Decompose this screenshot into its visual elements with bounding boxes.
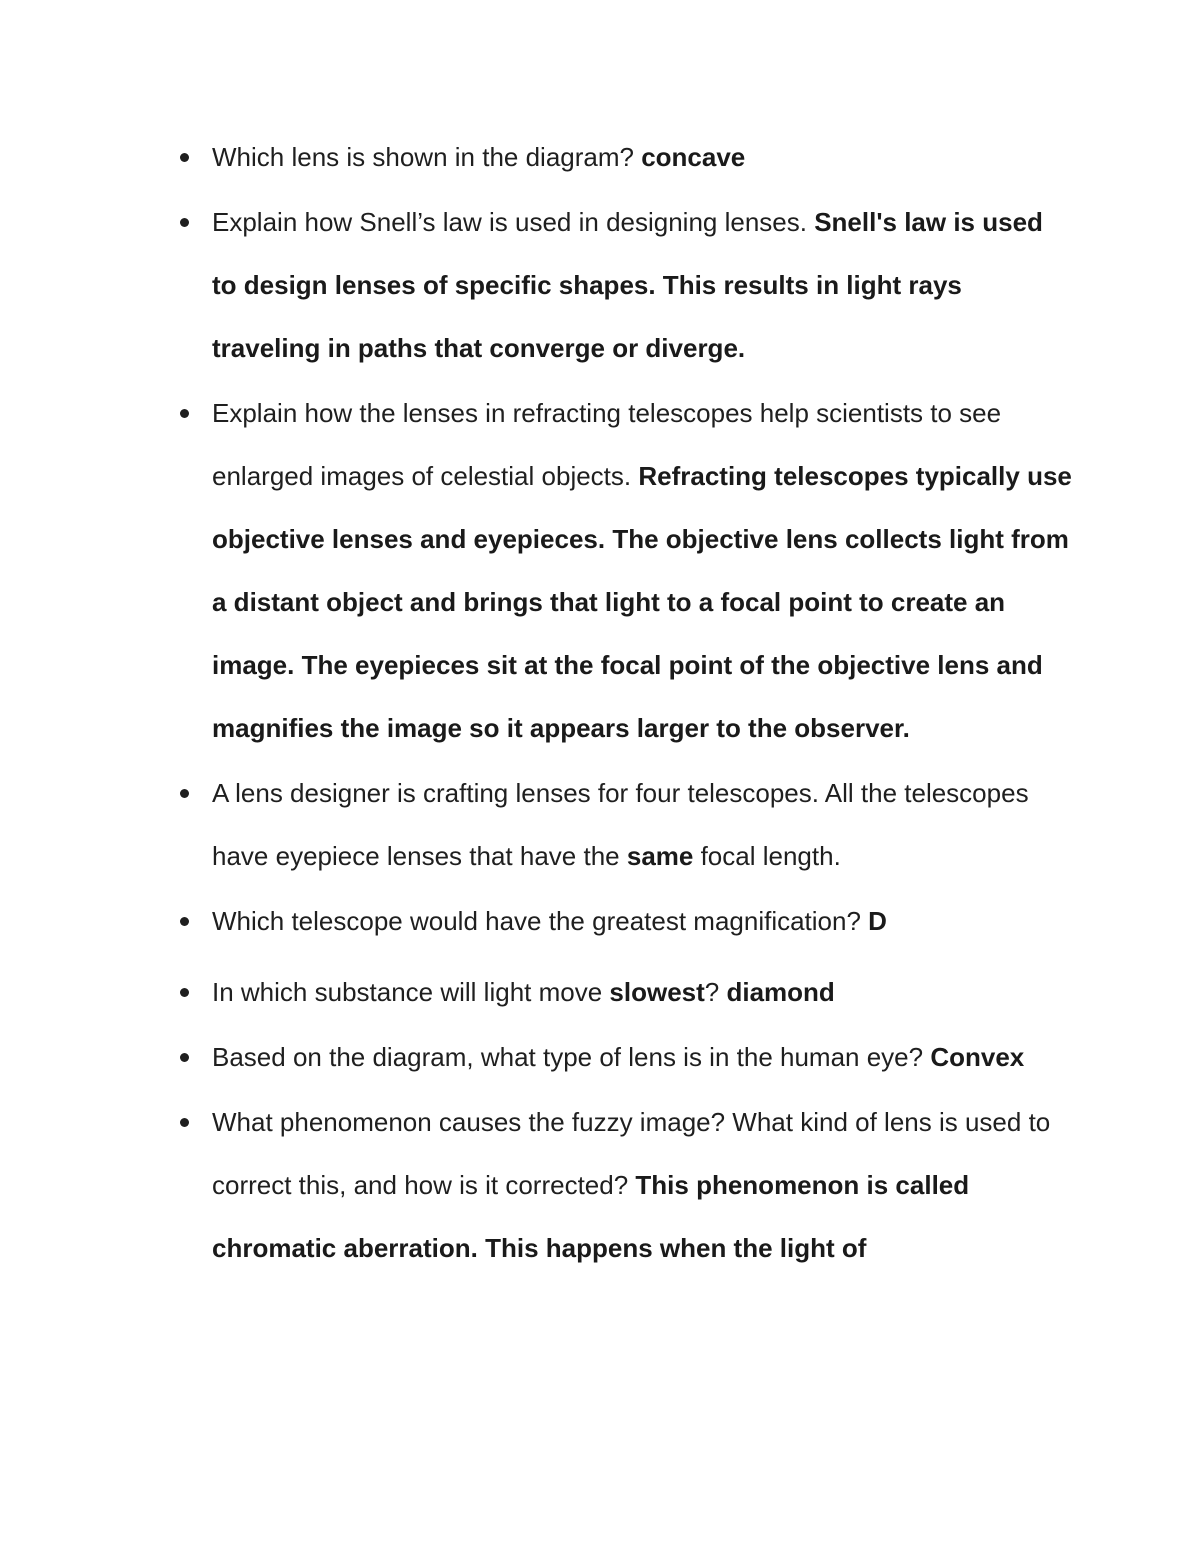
answer-text: concave	[641, 142, 746, 172]
statement-text: A lens designer is crafting lenses for four telescopes. All the telescopes have eyepiece lenses that have the	[212, 778, 1029, 871]
list-item	[212, 382, 1072, 760]
emphasis-text: slowest	[609, 977, 705, 1007]
bullet-icon	[180, 409, 189, 418]
question-answer-list	[212, 126, 1072, 1280]
list-item	[212, 762, 1072, 888]
emphasis-text: same	[626, 841, 694, 871]
answer-text: D	[868, 906, 887, 936]
question-text: What phenomenon causes the fuzzy image? What kind of lens is used to correct this, and how is it corrected?	[212, 1107, 1051, 1200]
bullet-icon	[180, 218, 189, 227]
question-text: Explain how Snell’s law is used in designing lenses.	[212, 207, 815, 237]
answer-text: Convex	[930, 1042, 1025, 1072]
question-text: Explain how the lenses in refracting telescopes help scientists to see enlarged images of celestial objects.	[212, 398, 1002, 491]
statement-text-end: focal length.	[693, 841, 841, 871]
list-item	[212, 126, 1072, 189]
bullet-icon	[180, 789, 189, 798]
question-text: Based on the diagram, what type of lens is in the human eye?	[212, 1042, 931, 1072]
answer-text: Snell's law is used to design lenses of specific shapes. This results in light rays traveling in paths that converge or diverge.	[212, 207, 1043, 363]
answer-text: Refracting telescopes typically use objective lenses and eyepieces. The objective lens collects light from a distant object and brings that light to a focal point to create an image. The eyepieces sit at the focal point of the objective lens and magnifies the image so it appears larger to the observer.	[212, 461, 1072, 743]
bullet-icon	[180, 988, 189, 997]
question-text: In which substance will light move	[212, 977, 610, 1007]
question-text-end: ?	[704, 977, 727, 1007]
question-text: Which lens is shown in the diagram?	[212, 142, 642, 172]
answer-text: diamond	[726, 977, 835, 1007]
list-item	[212, 961, 1072, 1024]
question-text: Which telescope would have the greatest magnification?	[212, 906, 869, 936]
bullet-icon	[180, 153, 189, 162]
list-item	[212, 890, 1072, 953]
list-item	[212, 191, 1072, 380]
bullet-icon	[180, 917, 189, 926]
answer-text: This phenomenon is called chromatic aberration. This happens when the light of	[212, 1170, 970, 1263]
bullet-icon	[180, 1053, 189, 1062]
list-item	[212, 1026, 1072, 1089]
list-item	[212, 1091, 1072, 1280]
bullet-icon	[180, 1118, 189, 1127]
